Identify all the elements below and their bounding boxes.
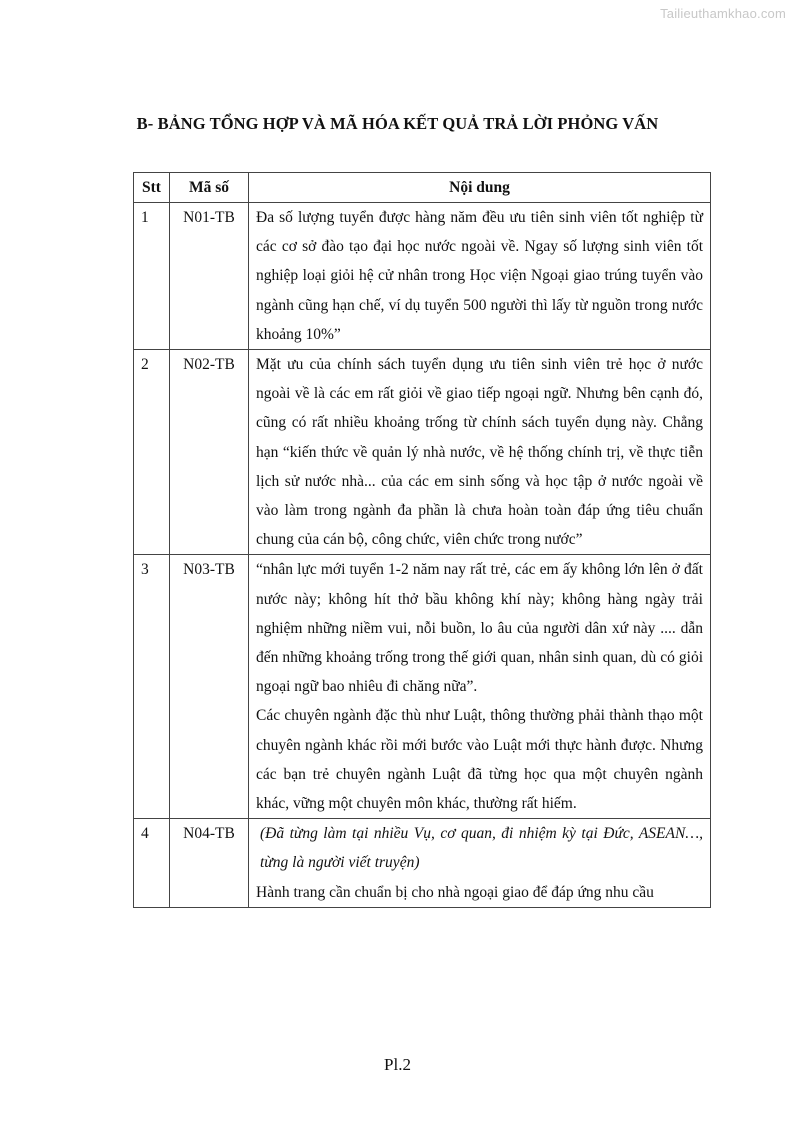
interviewee-note: (Đã từng làm tại nhiều Vụ, cơ quan, đi nhiệm kỳ tại Đức, ASEAN…, từng là người viết truyện): [260, 825, 703, 872]
row-content: [249, 819, 711, 908]
row-stt: 3: [134, 555, 170, 819]
row-content: [249, 350, 711, 555]
row-stt: 4: [134, 819, 170, 908]
header-content: Nội dung: [249, 173, 711, 203]
content-paragraph: Hành trang cần chuẩn bị cho nhà ngoại giao để đáp ứng nhu cầu: [256, 883, 654, 901]
row-code: N01-TB: [170, 203, 249, 350]
row-stt: 1: [134, 203, 170, 350]
row-code: N04-TB: [170, 819, 249, 908]
page-number: Pl.2: [384, 1055, 411, 1074]
header-code: Mã số: [170, 173, 249, 203]
interview-results-table: [133, 172, 711, 908]
row-stt: 2: [134, 350, 170, 555]
row-content: [249, 203, 711, 350]
content-paragraph: “nhân lực mới tuyển 1-2 năm nay rất trẻ, các em ấy không lớn lên ở đất nước này; không hít thở bầu không khí này; không hàng ngày trải nghiệm những niềm vui, nỗi buồn, lo âu của người dân xứ này .... dẫn đến những khoảng trống trong thế giới quan, nhân sinh quan, dù có giỏi ngoại ngữ bao nhiêu đi chăng nữa”.: [256, 561, 703, 696]
row-code: N02-TB: [170, 350, 249, 555]
table-row: [134, 203, 711, 350]
row-code: N03-TB: [170, 555, 249, 819]
table-header-row: [134, 173, 711, 203]
table-row: [134, 350, 711, 555]
row-content: [249, 555, 711, 819]
content-paragraph: Mặt ưu của chính sách tuyển dụng ưu tiên sinh viên trẻ học ở nước ngoài về là các em rất giỏi về giao tiếp ngoại ngữ. Nhưng bên cạnh đó, cũng có rất nhiều khoảng trống từ chính sách tuyển dụng này. Chẳng hạn “kiến thức về quản lý nhà nước, về hệ thống chính trị, về thực tiễn lịch sử nước nhà... của các em sinh sống và học tập ở nước ngoài về vào làm trong ngành đa phần là chưa hoàn toàn đáp ứng tiêu chuẩn chung của cán bộ, công chức, viên chức trong nước”: [256, 356, 703, 549]
table-row: [134, 819, 711, 908]
section-heading: B- BẢNG TỔNG HỢP VÀ MÃ HÓA KẾT QUẢ TRẢ LỜI PHỎNG VẤN: [136, 114, 659, 133]
header-stt: Stt: [134, 173, 170, 203]
content-paragraph: Các chuyên ngành đặc thù như Luật, thông thường phải thành thạo một chuyên ngành khác rồi mới bước vào Luật mới thực hành được. Nhưng các bạn trẻ chuyên ngành Luật đã từng học qua một chuyên ngành khác, vững một chuyên môn khác, thường rất hiếm.: [256, 707, 703, 813]
watermark: Tailieuthamkhao.com: [660, 6, 786, 21]
content-paragraph: Đa số lượng tuyển được hàng năm đều ưu tiên sinh viên tốt nghiệp từ các cơ sở đào tạo đại học nước ngoài về. Ngay số lượng sinh viên tốt nghiệp loại giỏi hệ cử nhân trong Học viện Ngoại giao trúng tuyển vào ngành cũng hạn chế, ví dụ tuyển 500 người thì lấy từ nguồn trong nước khoảng 10%”: [256, 209, 703, 343]
table-row: [134, 555, 711, 819]
